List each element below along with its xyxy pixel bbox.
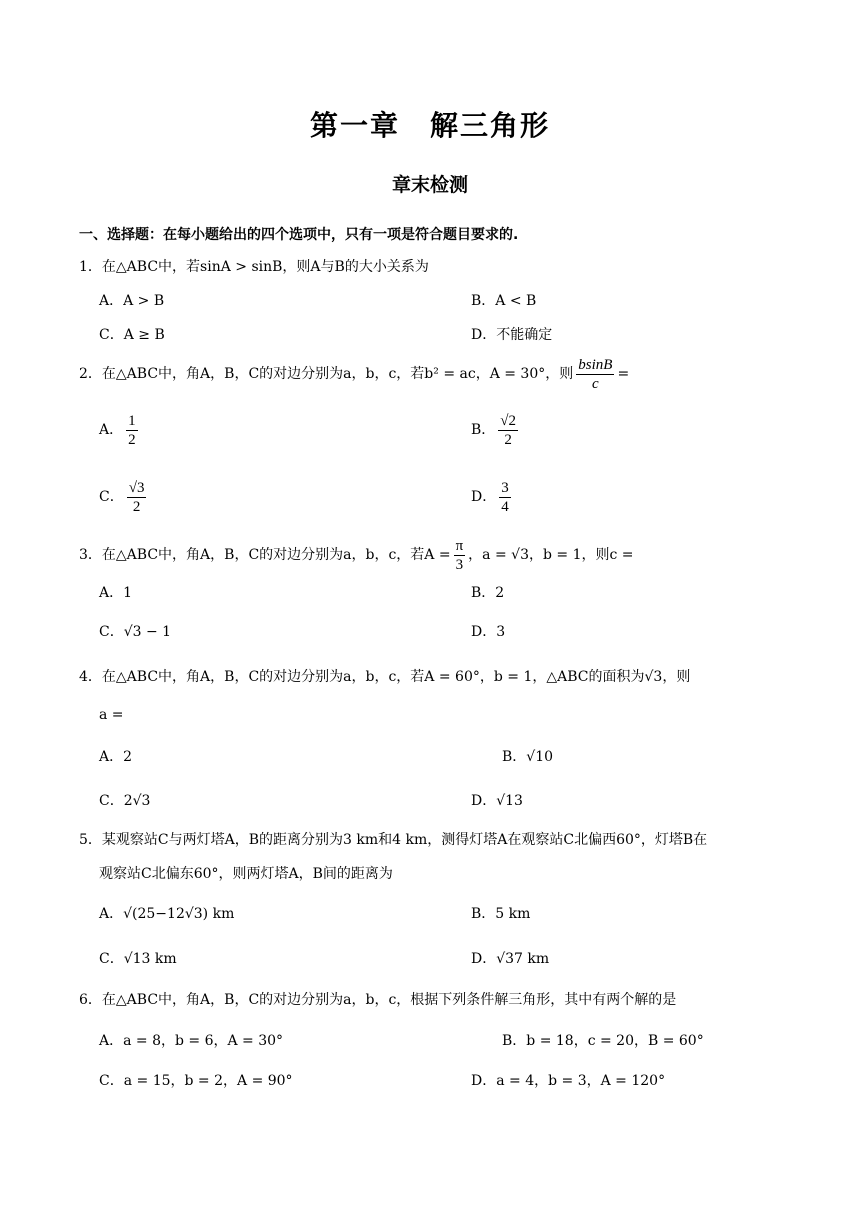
question-2-stem-text: 2．在△ABC中，角A，B，C的对边分别为a，b，c，若b² = ac，A = 30°，则: [79, 366, 574, 382]
fraction-numerator: √2: [500, 412, 517, 429]
question-3-stem-fraction: [454, 537, 466, 574]
option-label: B．: [471, 422, 496, 438]
fraction-numerator: π: [455, 537, 464, 554]
option-fraction: [126, 412, 138, 449]
question-1-option-b: B．A < B: [471, 293, 537, 309]
question-5-option-a: A．√(25−12√3) km: [99, 906, 235, 922]
question-2-stem-fraction: [576, 356, 614, 393]
question-3-option-d: D．3: [471, 624, 506, 640]
section-heading: 一、选择题：在每小题给出的四个选项中，只有一项是符合题目要求的.: [79, 227, 519, 243]
question-5-stem-line-1: 5．某观察站C与两灯塔A，B的距离分别为3 km和4 km，测得灯塔A在观察站C北偏西60°，灯塔B在: [79, 832, 708, 848]
option-fraction: [499, 479, 511, 516]
question-4-option-c: C．2√3: [99, 793, 151, 809]
question-6-option-a: A．a = 8，b = 6，A = 30°: [99, 1033, 284, 1049]
fraction-denominator: 2: [504, 431, 512, 448]
question-4-stem-line-2: a =: [99, 707, 124, 723]
fraction-numerator: bsinB: [578, 356, 613, 373]
question-1-option-a: A．A > B: [99, 293, 165, 309]
question-3-stem: [79, 535, 634, 575]
question-2-option-d: [471, 477, 514, 517]
fraction-denominator: 3: [455, 556, 464, 573]
option-label: D．: [471, 489, 497, 505]
question-2-option-c: [99, 477, 149, 517]
question-5-stem-line-2: 观察站C北偏东60°，则两灯塔A，B间的距离为: [99, 866, 393, 882]
question-1-option-d: D．不能确定: [471, 327, 553, 343]
question-6-option-d: D．a = 4，b = 3，A = 120°: [471, 1073, 666, 1089]
chapter-subtitle: 章末检测: [391, 174, 468, 196]
question-4-option-a: A．2: [99, 749, 133, 765]
question-4-option-b: B．√10: [502, 749, 554, 765]
question-6-option-b: B．b = 18，c = 20，B = 60°: [502, 1033, 704, 1049]
question-2-stem: [79, 354, 629, 394]
option-label: C．: [99, 489, 124, 505]
fraction-numerator: 3: [501, 479, 509, 496]
question-4-stem-line-1: 4．在△ABC中，角A，B，C的对边分别为a，b，c，若A = 60°，b = 1，△ABC的面积为√3，则: [79, 669, 691, 685]
question-2-stem-tail: =: [617, 366, 630, 382]
option-fraction: [127, 479, 147, 516]
fraction-numerator: √3: [128, 479, 145, 496]
chapter-title: 第一章 解三角形: [309, 109, 550, 142]
question-1-option-c: C．A ≥ B: [99, 327, 165, 343]
question-6-stem: 6．在△ABC中，角A，B，C的对边分别为a，b，c，根据下列条件解三角形，其中有两个解的是: [79, 992, 677, 1008]
question-2-option-b: [471, 410, 521, 450]
question-5-option-b: B．5 km: [471, 906, 531, 922]
question-3-option-b: B．2: [471, 585, 505, 601]
question-5-option-d: D．√37 km: [471, 951, 550, 967]
question-2-option-a: [99, 410, 141, 450]
fraction-numerator: 1: [128, 412, 136, 429]
question-3-stem-text: 3．在△ABC中，角A，B，C的对边分别为a，b，c，若A =: [79, 547, 451, 563]
question-6-option-c: C．a = 15，b = 2，A = 90°: [99, 1073, 293, 1089]
question-4-option-d: D．√13: [471, 793, 523, 809]
fraction-denominator: 4: [501, 498, 509, 515]
question-3-option-a: A．1: [99, 585, 133, 601]
fraction-denominator: 2: [128, 431, 136, 448]
option-label: A．: [99, 422, 124, 438]
question-3-stem-tail: ，a = √3，b = 1，则c =: [468, 547, 634, 563]
question-5-option-c: C．√13 km: [99, 951, 177, 967]
fraction-denominator: c: [592, 375, 599, 392]
question-3-option-c: C．√3 − 1: [99, 624, 172, 640]
fraction-denominator: 2: [132, 498, 141, 515]
option-fraction: [498, 412, 518, 449]
question-1-stem: 1．在△ABC中，若sinA > sinB，则A与B的大小关系为: [79, 259, 429, 275]
